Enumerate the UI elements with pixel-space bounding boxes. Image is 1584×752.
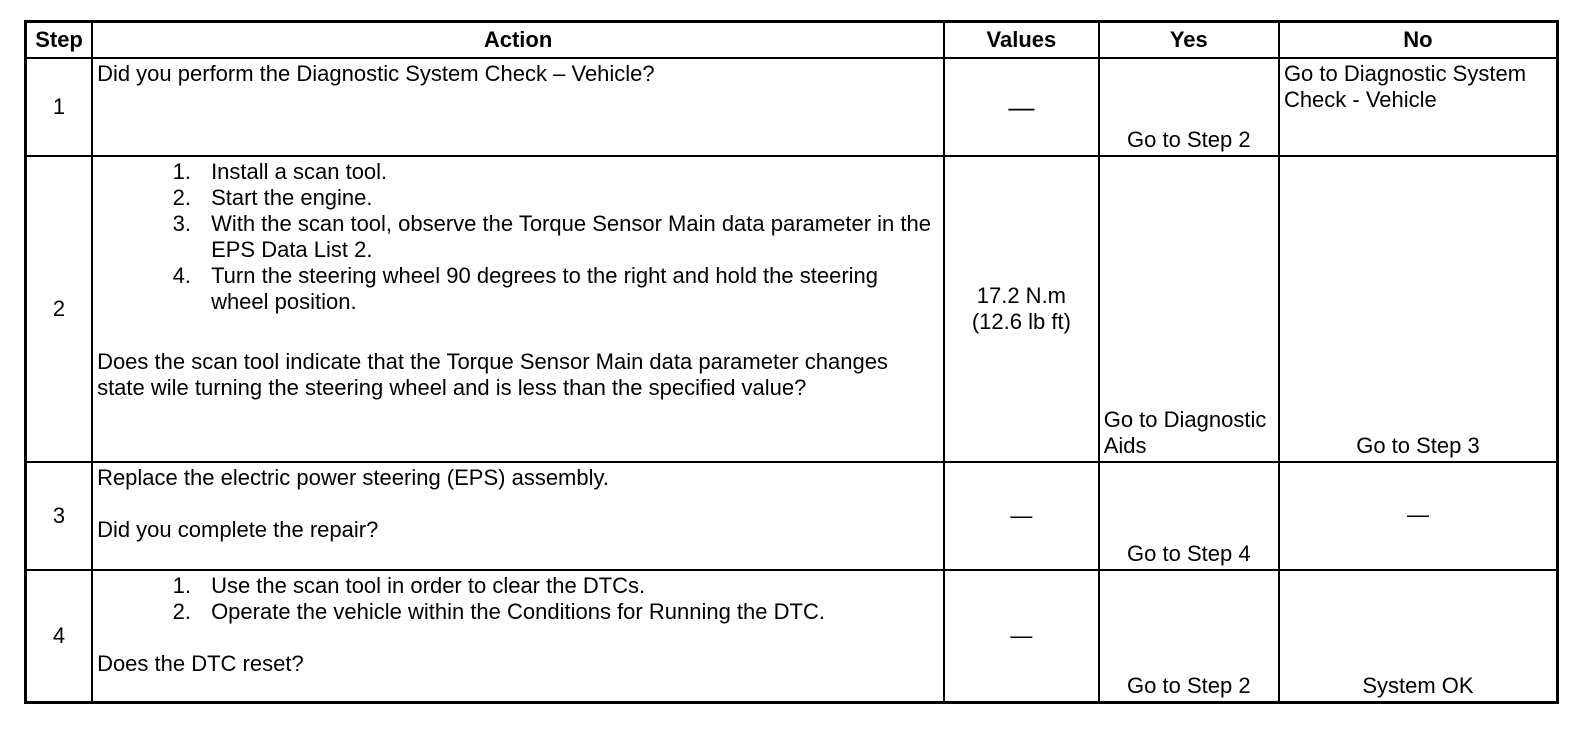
- action-question: Did you perform the Diagnostic System Check – Vehicle?: [97, 61, 655, 86]
- action-step-item: 3. With the scan tool, observe the Torque Sensor Main data parameter in the EPS Data List 2.: [197, 211, 939, 263]
- action-steps-list: [97, 159, 939, 315]
- diagnostic-table: [24, 20, 1559, 704]
- action-question: Did you complete the repair?: [97, 517, 379, 542]
- no-cell: —: [1279, 462, 1558, 570]
- table-row: [26, 58, 1558, 156]
- yes-cell: Go to Step 2: [1099, 570, 1279, 702]
- header-step: Step: [26, 22, 93, 59]
- values-imperial: (12.6 lb ft): [971, 309, 1071, 334]
- header-action: Action: [92, 22, 944, 59]
- action-instruction: Replace the electric power steering (EPS) assembly.: [97, 465, 609, 490]
- header-yes: Yes: [1099, 22, 1279, 59]
- spacer: [97, 625, 939, 651]
- values-cell: —: [944, 462, 1099, 570]
- action-cell: [92, 462, 944, 570]
- yes-cell: Go to Diagnostic Aids: [1099, 156, 1279, 462]
- action-step-item: 2. Operate the vehicle within the Conditions for Running the DTC.: [197, 599, 939, 625]
- values-cell: —: [944, 570, 1099, 702]
- values-metric: 17.2 N.m: [976, 283, 1067, 308]
- table-row: [26, 156, 1558, 462]
- no-cell: System OK: [1279, 570, 1558, 702]
- header-row: [26, 22, 1558, 59]
- step-number: 3: [26, 462, 93, 570]
- no-cell: Go to Step 3: [1279, 156, 1558, 462]
- spacer: [97, 491, 939, 517]
- action-step-item: 1. Use the scan tool in order to clear the DTCs.: [197, 573, 939, 599]
- diagnostic-table-sheet: [24, 20, 1559, 704]
- action-step-item: 1. Install a scan tool.: [197, 159, 939, 185]
- yes-cell: Go to Step 4: [1099, 462, 1279, 570]
- yes-cell: Go to Step 2: [1099, 58, 1279, 156]
- table-row: [26, 570, 1558, 702]
- step-number: 2: [26, 156, 93, 462]
- values-cell: [944, 156, 1099, 462]
- no-cell: Go to Diagnostic System Check - Vehicle: [1279, 58, 1558, 156]
- action-question: Does the DTC reset?: [97, 651, 304, 676]
- header-values: Values: [944, 22, 1099, 59]
- action-step-item: 4. Turn the steering wheel 90 degrees to the right and hold the steering wheel position.: [197, 263, 939, 315]
- action-step-item: 2. Start the engine.: [197, 185, 939, 211]
- values-cell: —: [944, 58, 1099, 156]
- spacer: [97, 315, 939, 349]
- action-steps-list: [97, 573, 939, 625]
- table-row: [26, 462, 1558, 570]
- action-cell: [92, 58, 944, 156]
- action-question: Does the scan tool indicate that the Torque Sensor Main data parameter changes state wile turning the steering wheel and is less than the specified value?: [97, 349, 888, 400]
- header-no: No: [1279, 22, 1558, 59]
- action-cell: [92, 570, 944, 702]
- step-number: 1: [26, 58, 93, 156]
- action-cell: [92, 156, 944, 462]
- step-number: 4: [26, 570, 93, 702]
